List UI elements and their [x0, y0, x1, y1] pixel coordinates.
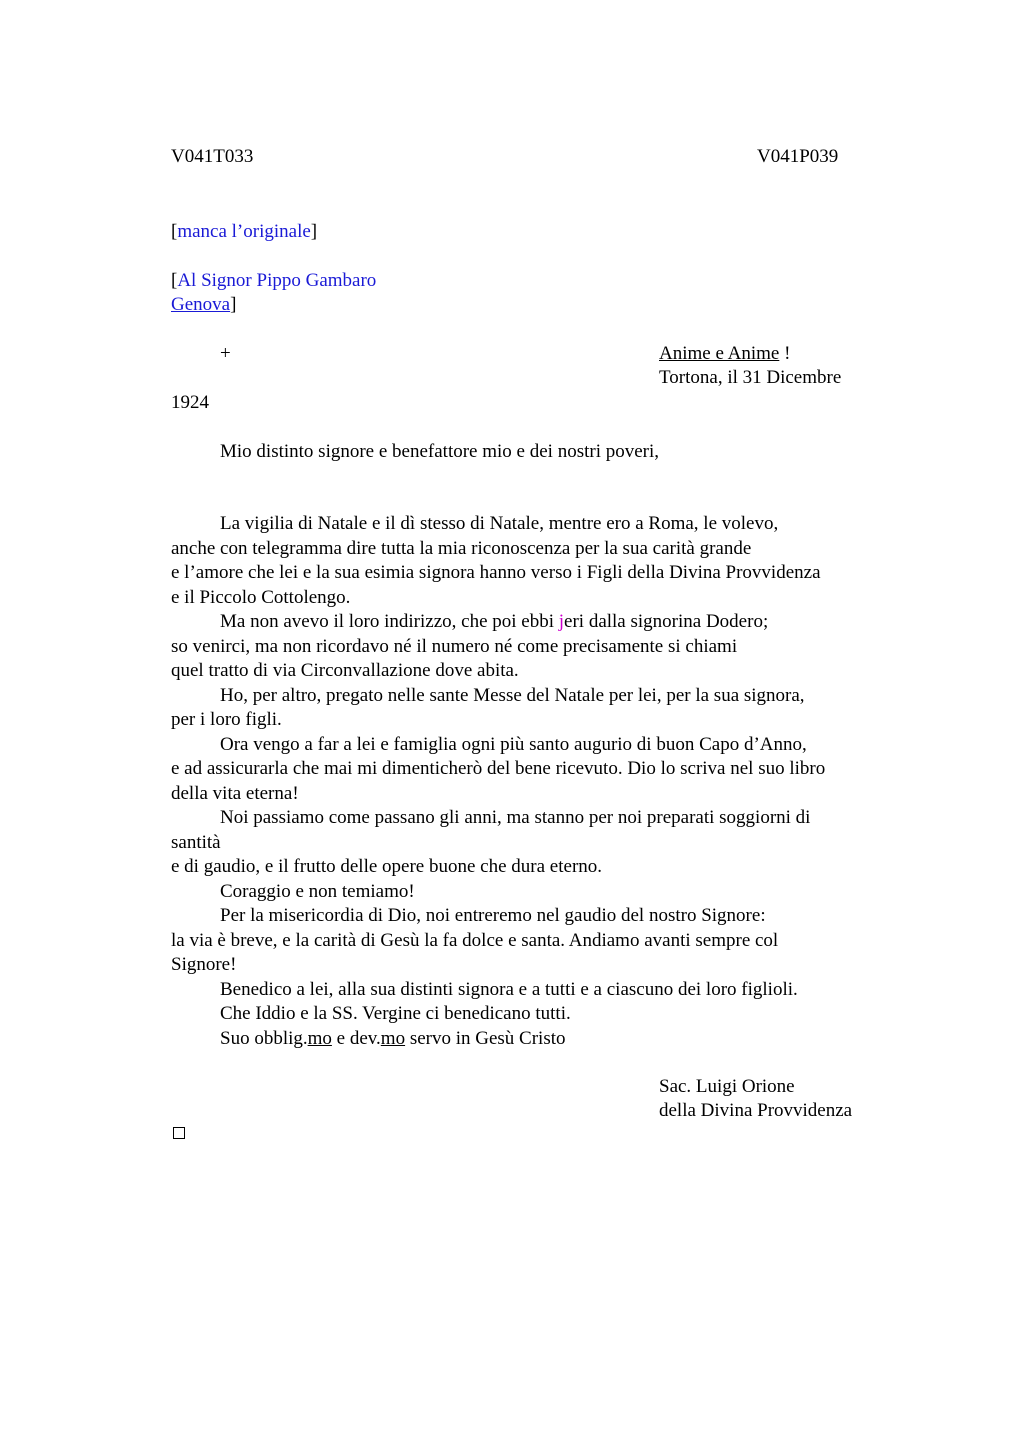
body-line: Ho, per altro, pregato nelle sante Messe del Natale per lei, per la sua signora, — [220, 684, 805, 706]
body-line: della vita eterna! — [171, 782, 299, 804]
date-year: 1924 — [171, 392, 209, 413]
motto — [659, 342, 790, 367]
motto-suffix: ! — [779, 343, 791, 364]
body-line: e il Piccolo Cottolengo. — [171, 586, 351, 608]
body-line: so venirci, ma non ricordavo né il numero né come precisamente si chiami — [171, 635, 738, 657]
body-line: La vigilia di Natale e il dì stesso di Natale, mentre ero a Roma, le volevo, — [220, 513, 779, 534]
highlighted-letter: j — [558, 611, 565, 632]
recipient-name: Al Signor Pippo Gambaro — [177, 270, 377, 291]
body-line: Signore! — [171, 954, 237, 975]
body-line: e ad assicurarla che mai mi dimenticherò del bene ricevuto. Dio lo scriva nel suo libro — [171, 758, 826, 779]
square-mark-icon — [173, 1127, 185, 1139]
place-date: Tortona, il 31 Dicembre — [659, 367, 842, 388]
body-line: Coraggio e non temiamo! — [220, 880, 415, 902]
text-segment: Ma non avevo il loro indirizzo, che poi ebbi — [220, 611, 559, 632]
abbreviation-superscript: mo — [380, 1027, 406, 1049]
letter-body — [171, 512, 891, 1051]
body-line — [171, 610, 891, 635]
signature-title: della Divina Provvidenza — [659, 1100, 853, 1121]
body-line: Per la misericordia di Dio, noi entreremo nel gaudio del nostro Signore: — [220, 905, 766, 926]
body-line: la via è breve, e la carità di Gesù la fa dolce e santa. Andiamo avanti sempre col — [171, 929, 779, 951]
salutation: Mio distinto signore e benefattore mio e dei nostri poveri, — [220, 441, 660, 462]
body-line: e l’amore che lei e la sua esimia signora hanno verso i Figli della Divina Provvidenza — [171, 562, 821, 583]
motto-text: Anime e Anime — [659, 343, 780, 364]
bracket-open: [ — [171, 270, 178, 291]
body-line: Ora vengo a far a lei e famiglia ogni più santo augurio di buon Capo d’Anno, — [220, 733, 807, 755]
body-line: Noi passiamo come passano gli anni, ma stanno per noi preparati soggiorni di — [220, 807, 811, 828]
recipient-line-2 — [171, 293, 236, 318]
bracket-open: [ — [171, 221, 178, 242]
text-segment: e dev. — [331, 1027, 381, 1049]
recipient-line-1 — [171, 269, 376, 294]
text-segment: Suo obblig. — [220, 1027, 308, 1049]
body-line: Benedico a lei, alla sua distinti signora e a tutti e a ciascuno dei loro figlioli. — [220, 978, 798, 1000]
document-code-right: V041P039 — [757, 146, 839, 167]
bracket-close: ] — [310, 221, 318, 242]
missing-original-note: manca l’originale — [177, 221, 311, 242]
closing-line — [171, 1027, 891, 1052]
document-code-left: V041T033 — [171, 146, 254, 167]
body-line: santità — [171, 831, 221, 853]
body-line: Che Iddio e la SS. Vergine ci benedicano tutti. — [220, 1003, 571, 1024]
body-line: anche con telegramma dire tutta la mia riconoscenza per la sua carità grande — [171, 537, 752, 559]
recipient-city: Genova — [171, 294, 231, 315]
editorial-note — [171, 220, 317, 245]
bracket-close: ] — [230, 294, 237, 315]
cross-mark: + — [220, 343, 231, 364]
abbreviation-superscript: mo — [307, 1027, 332, 1049]
body-line: quel tratto di via Circonvallazione dove abita. — [171, 660, 519, 681]
text-segment: eri dalla signorina Dodero; — [564, 611, 769, 632]
signature-name: Sac. Luigi Orione — [659, 1076, 795, 1097]
body-line: e di gaudio, e il frutto delle opere buone che dura eterno. — [171, 856, 603, 877]
text-segment: servo in Gesù Cristo — [405, 1027, 566, 1049]
body-line: per i loro figli. — [171, 709, 282, 730]
